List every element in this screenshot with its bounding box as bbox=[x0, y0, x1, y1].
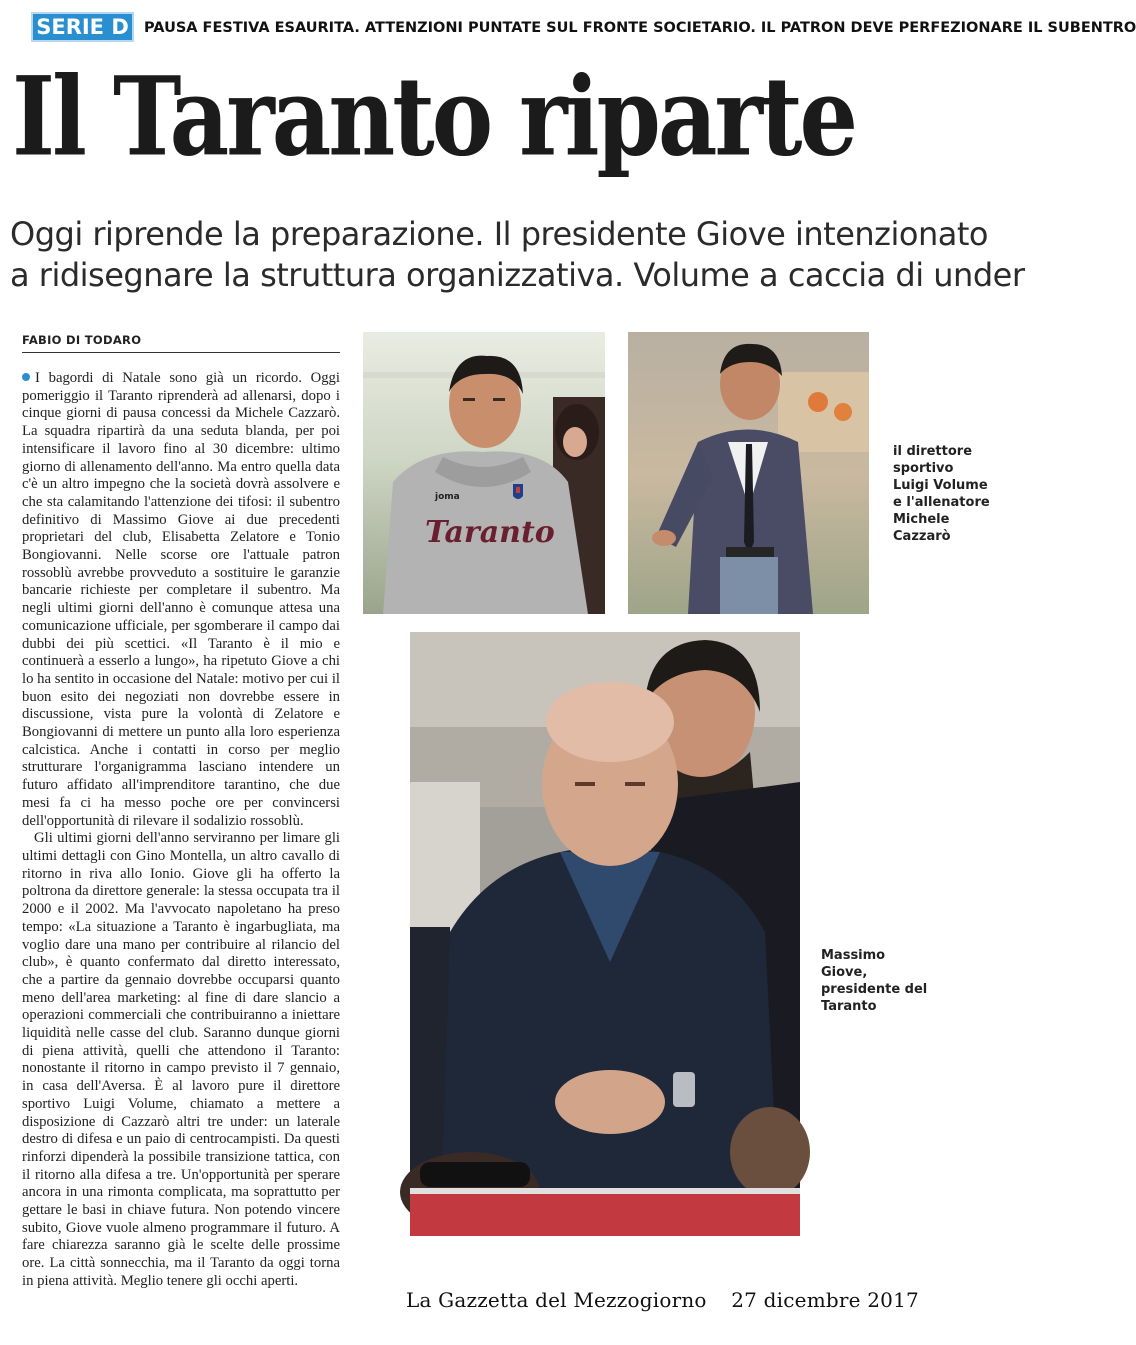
subheadline-line-2: a ridisegnare la struttura organizzativa. Volume a caccia di under bbox=[10, 256, 1025, 294]
subheadline-line-1: Oggi riprende la preparazione. Il presidente Giove intenzionato bbox=[10, 215, 988, 253]
photo-president bbox=[410, 632, 800, 1236]
section-tag: SERIE D bbox=[31, 12, 134, 42]
caption-top: il direttore sportivo Luigi Volume e l'allenatore Michele Cazzarò bbox=[893, 444, 990, 544]
photo-coach-brand: joma bbox=[435, 492, 460, 502]
photo-coach-shirt-text: Taranto bbox=[425, 515, 555, 550]
article-paragraph bbox=[22, 370, 340, 830]
source-name: La Gazzetta del Mezzogiorno bbox=[406, 1288, 707, 1312]
article-paragraph: Gli ultimi giorni dell'anno serviranno per limare gli ultimi dettagli con Gino Montella, un altro cavallo di ritorno in riva allo Ionio. Giove gli ha offerto la poltrona da direttore generale: la stessa occupata tra il 2000 e il 2002. Ma l'avvocato napoletano ha preso tempo: «La situazione a Taranto è ingarbugliata, ma voglio dare una mano per contribuire al rilancio del club», è quanto confermato dal diretto interessato, che a partire da gennaio dovrebbe occuparsi quanto meno dell'area marketing: al fine di dare slancio a operazioni commerciali che contribuiranno a iniettare liquidità nelle casse del club. Saranno dunque giorni di piena attività, quelli che attendono il Taranto: nonostante il ritorno in campo previsto il 7 gennaio, in casa dell'Aversa. È al lavoro pure il direttore sportivo Luigi Volume, chiamato a mettere a disposizione di Cazzarò altri tre under: un laterale destro di difesa e un paio di centrocampisti. Da questi rinforzi dipenderà la possibile transizione tattica, con il ritorno alla difesa a tre. Un'opportunità per sperare ancora in una rimonta complicata, ma soprattutto per gettare le basi in chiave futura. Non potendo vincere subito, Giove vuole almeno programmare il futuro. A fare chiarezza saranno già le scelte delle prossime ore. La città sonnecchia, ma il Taranto da oggi torna in piena attività. Meglio tenere gli occhi aperti. bbox=[22, 830, 340, 1289]
article-paragraph-text: I bagordi di Natale sono già un ricordo. Oggi pomeriggio il Taranto riprenderà ad allenarsi, dopo i cinque giorni di pausa concessi da Michele Cazzarò. La squadra ripartirà da una seduta blanda, per poi intensificare il lavoro fino al 30 dicembre: ultimo giorno di allenamento dell'anno. Ma entro quella data c'è un altro impegno che la società dovrà assolvere e che sta calamitando l'attenzione dei tifosi: il subentro definitivo di Massimo Giove ai due precedenti proprietari del club, Elisabetta Zelatore e Tonio Bongiovanni. Nelle scorse ore l'attuale patron rossoblù avrebbe provveduto a sostituire le garanzie bancarie richieste per completare il subentro. Ma negli ultimi giorni dell'anno è comunque attesa una comunicazione ufficiale, per sgomberare il campo dai dubbi dei più scettici. «Il Taranto è il mio e continuerà a esserlo a lungo», ha ripetuto Giove a chi lo ha sentito in occasione del Natale: motivo per cui il buon esito dei negoziati non dovrebbe essere in discussione, vista pure la volontà di Zelatore e Bongiovanni di mettere un punto alla loro esperienza calcistica. Anche i contatti in corso per meglio strutturare l'organigramma lasciano intendere un futuro affidato all'imprenditore tarantino, che due mesi fa ci ha messo poche ore per convincersi dell'opportunità di rilevare il sodalizio rossoblù. bbox=[22, 370, 340, 829]
subheadline bbox=[10, 214, 1025, 296]
article-body bbox=[22, 370, 340, 1291]
headline: Il Taranto riparte bbox=[12, 53, 855, 181]
caption-bottom: Massimo Giove, presidente del Taranto bbox=[821, 948, 928, 1014]
photo-director bbox=[628, 332, 869, 614]
bullet-dot-icon bbox=[22, 373, 30, 381]
photo-coach bbox=[363, 332, 605, 614]
kicker: PAUSA FESTIVA ESAURITA. ATTENZIONI PUNTATE SUL FRONTE SOCIETARIO. IL PATRON DEVE PERFEZIONARE IL SUBENTRO bbox=[144, 20, 1136, 36]
source-credit bbox=[406, 1288, 966, 1312]
byline: FABIO DI TODARO bbox=[22, 333, 340, 353]
source-date: 27 dicembre 2017 bbox=[731, 1288, 919, 1312]
